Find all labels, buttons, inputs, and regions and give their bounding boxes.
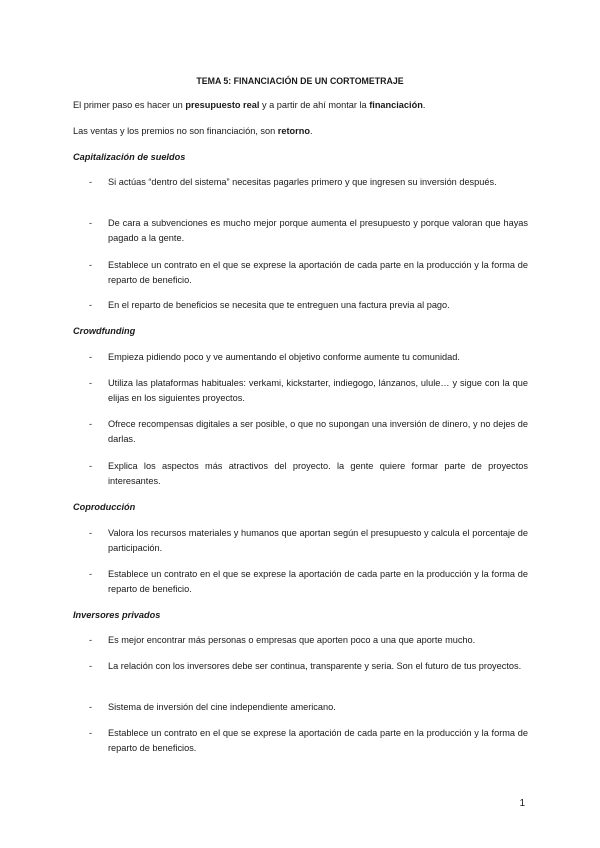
list-item xyxy=(73,350,528,365)
list-item-text: Es mejor encontrar más personas o empresas que aporten poco a una que aporte mucho. xyxy=(108,635,476,645)
list-item xyxy=(73,258,528,288)
intro-bold-text: presupuesto real xyxy=(185,100,260,110)
intro-text: y a partir de ahí montar la xyxy=(259,100,370,110)
bullet-marker: - xyxy=(89,177,93,187)
list-item xyxy=(73,298,528,313)
bullet-marker: - xyxy=(89,702,93,712)
bullet-marker: - xyxy=(89,352,93,362)
intro-paragraph-2 xyxy=(73,124,528,139)
bullet-marker: - xyxy=(89,300,93,310)
document-title: TEMA 5: FINANCIACIÓN DE UN CORTOMETRAJE xyxy=(196,76,404,86)
section-heading: Capitalización de sueldos xyxy=(73,152,186,162)
list-item-text: Explica los aspectos más atractivos del proyecto. la gente quiere formar parte de proyectos interesantes. xyxy=(108,461,528,486)
list-item-text: Establece un contrato en el que se exprese la aportación de cada parte en la producción y la forma de reparto de beneficio. xyxy=(108,569,528,594)
bullet-marker: - xyxy=(89,635,93,645)
page-number: 1 xyxy=(519,798,525,809)
intro-text: El primer paso es hacer un xyxy=(73,100,186,110)
list-item xyxy=(73,376,528,406)
list-item-text: Sistema de inversión del cine independiente americano. xyxy=(108,702,336,712)
bullet-marker: - xyxy=(89,728,93,738)
bullet-marker: - xyxy=(89,461,93,471)
section-heading: Crowdfunding xyxy=(73,326,136,336)
section-heading: Inversores privados xyxy=(73,610,161,620)
list-item-text: Ofrece recompensas digitales a ser posible, o que no supongan una inversión de dinero, y no dejes de darlas. xyxy=(108,419,528,444)
list-item-text: Establece un contrato en el que se exprese la aportación de cada parte en la producción y la forma de reparto de beneficio. xyxy=(108,260,528,285)
list-item-text: Establece un contrato en el que se exprese la aportación de cada parte en la producción y la forma de reparto de beneficios. xyxy=(108,728,528,753)
intro-text: . xyxy=(422,100,426,110)
list-item xyxy=(73,175,528,190)
bullet-marker: - xyxy=(89,218,93,228)
list-item xyxy=(73,726,528,756)
bullet-marker: - xyxy=(89,419,93,429)
list-item-text: Utiliza las plataformas habituales: verkami, kickstarter, indiegogo, lánzanos, ulule… y sigue con la que elijas en los siguientes proyectos. xyxy=(108,378,528,403)
list-item xyxy=(73,526,528,556)
section-heading: Coproducción xyxy=(73,502,136,512)
list-item xyxy=(73,567,528,597)
list-item xyxy=(73,216,528,246)
intro-bold-text: financiación xyxy=(369,100,423,110)
list-item-text: En el reparto de beneficios se necesita que te entreguen una factura previa al pago. xyxy=(108,300,450,310)
list-item-text: De cara a subvenciones es mucho mejor porque aumenta el presupuesto y porque valoran que hayas pagado a la gente. xyxy=(108,218,528,243)
bullet-marker: - xyxy=(89,661,93,671)
intro-bold-text: retorno xyxy=(277,126,310,136)
list-item-text: Si actúas “dentro del sistema” necesitas pagarles primero y que ingresen su inversión después. xyxy=(108,177,497,187)
list-item xyxy=(73,633,528,648)
bullet-marker: - xyxy=(89,528,93,538)
list-item xyxy=(73,700,528,715)
list-item xyxy=(73,417,528,447)
intro-text: . xyxy=(309,126,313,136)
bullet-marker: - xyxy=(89,260,93,270)
bullet-marker: - xyxy=(89,378,93,388)
bullet-marker: - xyxy=(89,569,93,579)
list-item-text: Valora los recursos materiales y humanos que aportan según el presupuesto y calcula el porcentaje de participación. xyxy=(108,528,528,553)
list-item xyxy=(73,659,528,674)
list-item xyxy=(73,459,528,489)
list-item-text: La relación con los inversores debe ser continua, transparente y seria. Son el futuro de tus proyectos. xyxy=(108,661,522,671)
intro-paragraph-1 xyxy=(73,98,528,113)
intro-text: Las ventas y los premios no son financiación, son xyxy=(73,126,278,136)
list-item-text: Empieza pidiendo poco y ve aumentando el objetivo conforme aumente tu comunidad. xyxy=(108,352,460,362)
